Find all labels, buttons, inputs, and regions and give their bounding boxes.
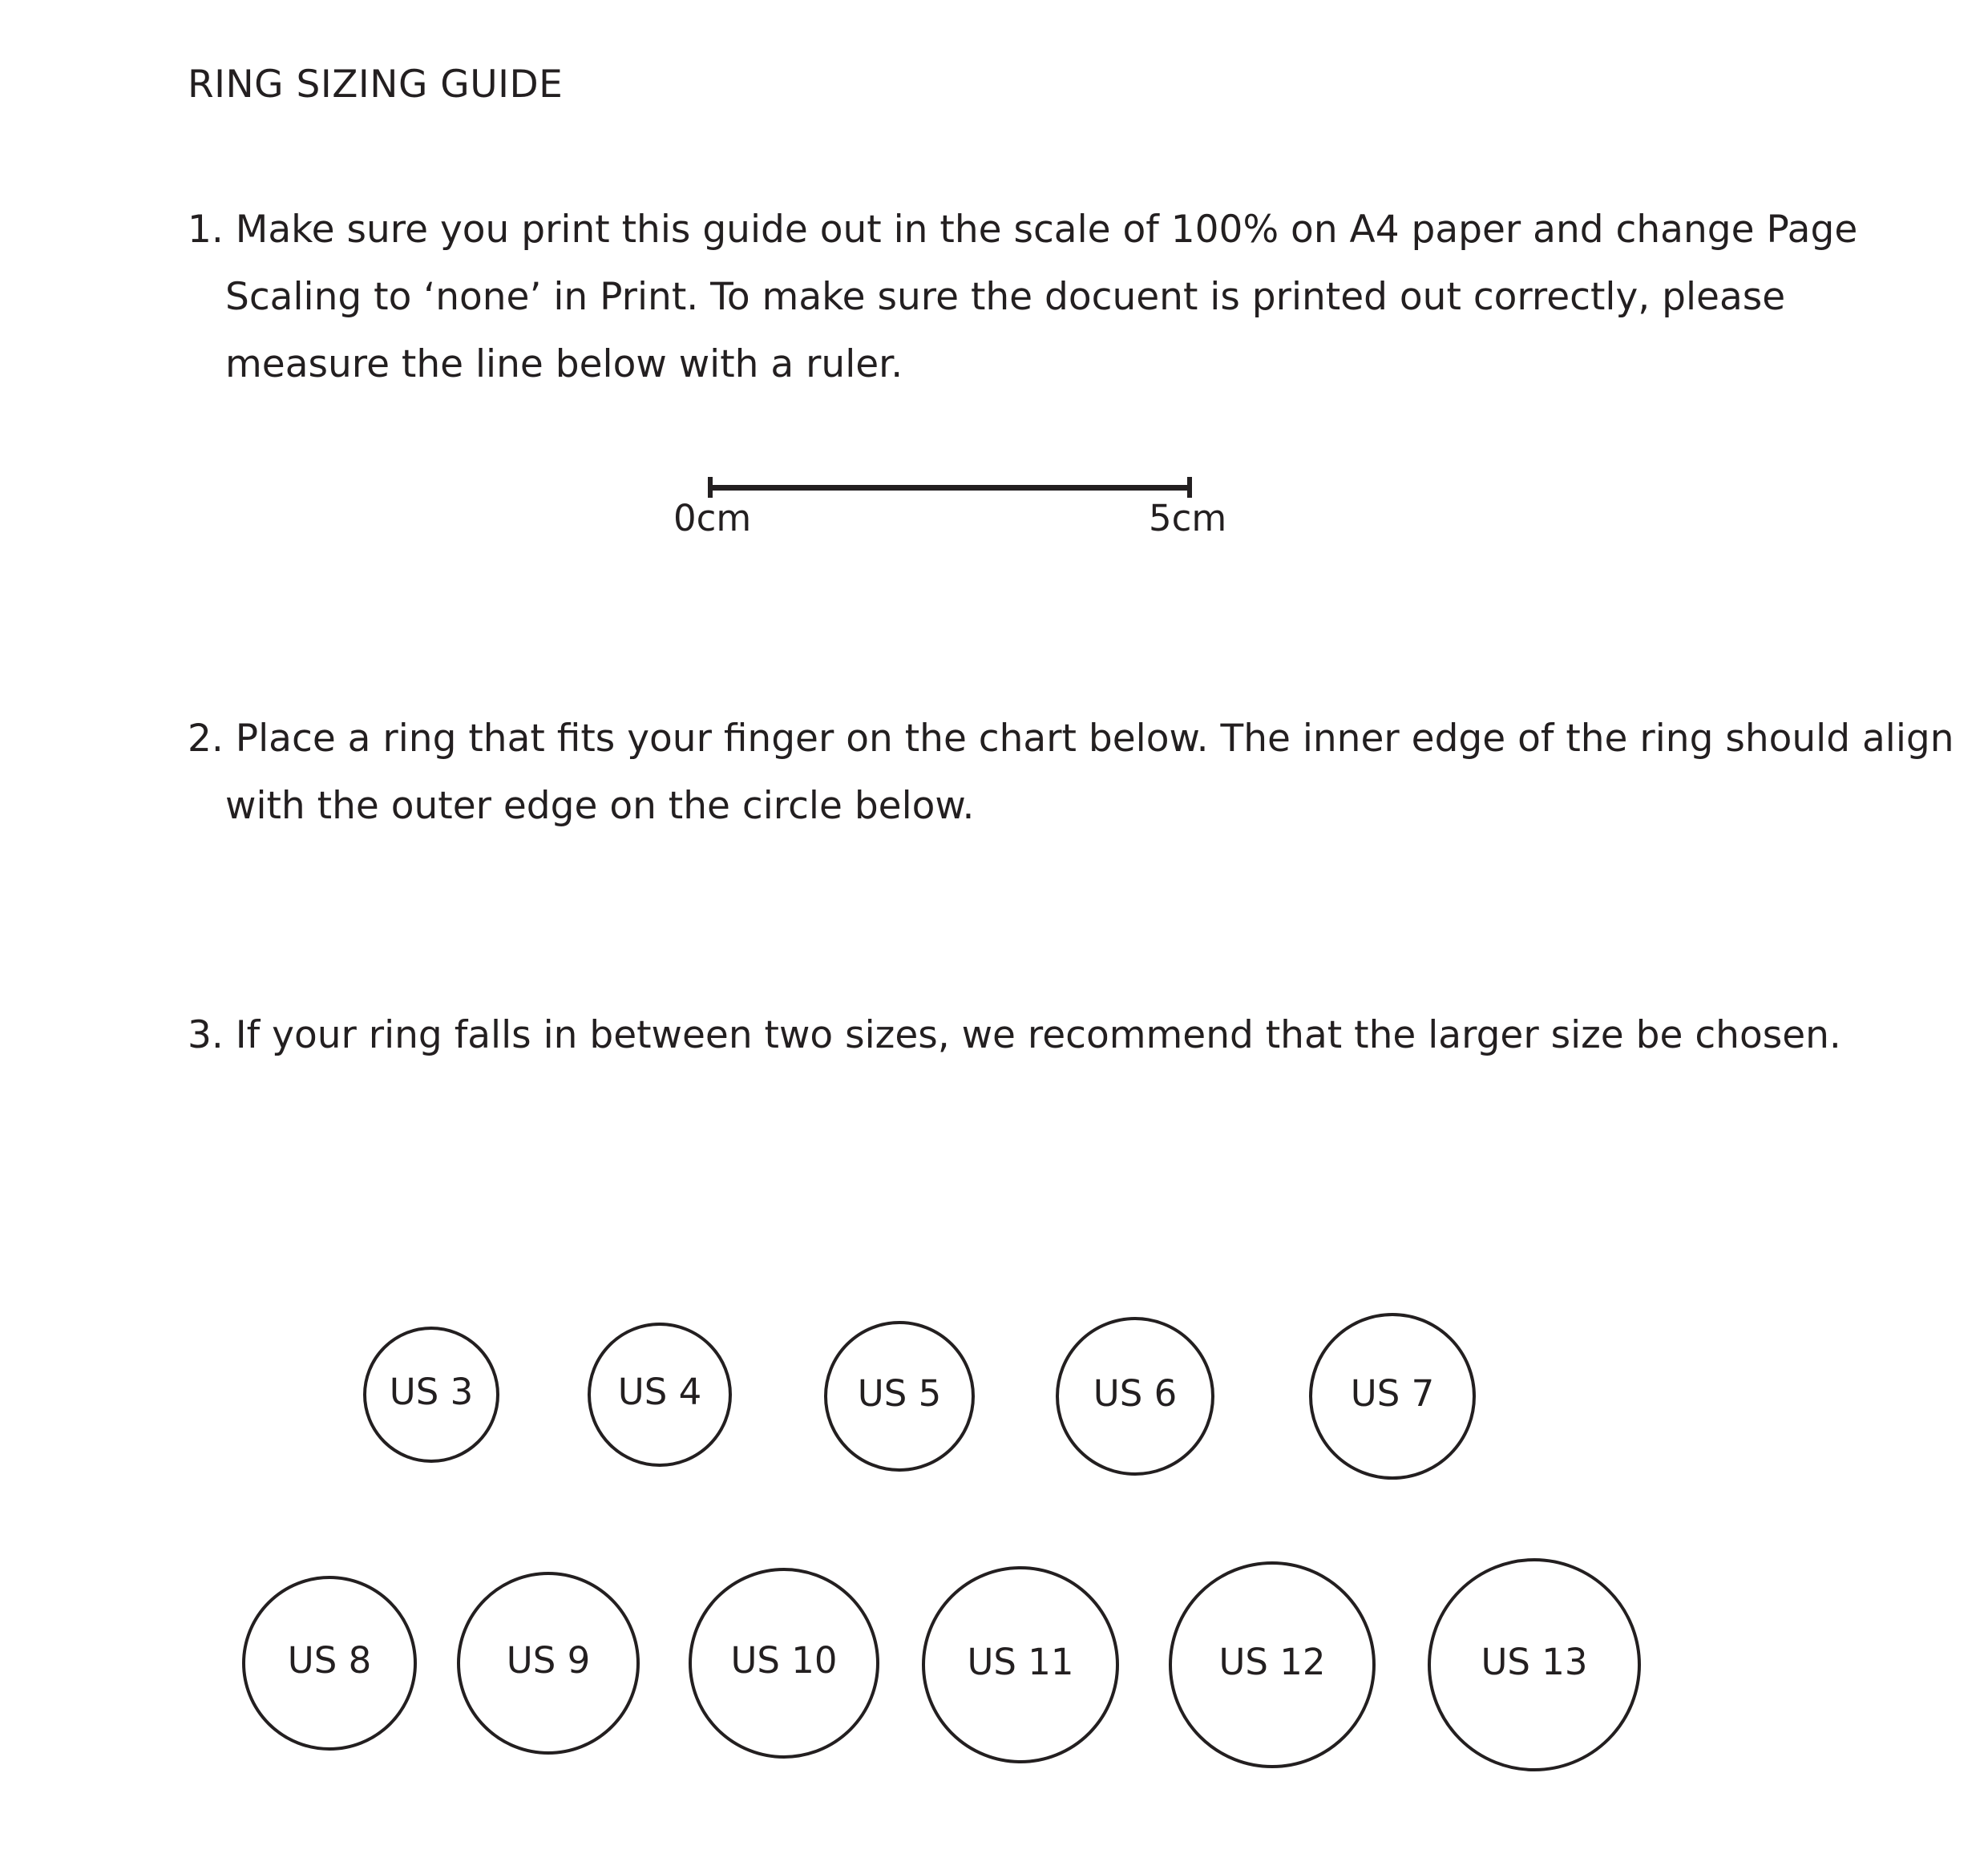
ring-6	[1057, 1319, 1213, 1474]
ring-circle	[1311, 1315, 1474, 1478]
ring-12	[1170, 1563, 1374, 1767]
ring-10	[690, 1569, 878, 1757]
ring-circle	[459, 1573, 638, 1753]
ring-4	[589, 1324, 730, 1465]
ring-label: US 13	[1481, 1641, 1588, 1683]
ruler-end-tick	[1187, 477, 1192, 498]
ring-label: US 6	[1093, 1372, 1178, 1415]
ring-13	[1429, 1560, 1639, 1770]
ring-9	[459, 1573, 638, 1753]
ring-circle	[1057, 1319, 1213, 1474]
instruction-step-1: 1. Make sure you print this guide out in the scale of 100% on A4 paper and change Page Scaling to ‘none’ in Print. To make sure the docuent is printed out correctly, please measure the line below with a ruler.	[188, 208, 1858, 386]
ring-circle	[1170, 1563, 1374, 1767]
ring-3	[365, 1328, 498, 1461]
ring-label: US 3	[389, 1371, 474, 1413]
ring-circle	[826, 1323, 973, 1470]
ring-circle	[1429, 1560, 1639, 1770]
ring-circle	[244, 1577, 415, 1749]
ring-label: US 11	[967, 1641, 1074, 1683]
ring-label: US 8	[287, 1639, 372, 1682]
ring-circle	[589, 1324, 730, 1465]
ring-7	[1311, 1315, 1474, 1478]
ring-label: US 4	[617, 1371, 702, 1413]
ring-5	[826, 1323, 973, 1470]
ring-circle	[365, 1328, 498, 1461]
ruler-end-label: 5cm	[1149, 497, 1227, 539]
ring-label: US 7	[1350, 1372, 1435, 1415]
ring-8	[244, 1577, 415, 1749]
instruction-step-3: 3. If your ring falls in between two sizes, we recommend that the larger size be chosen.	[188, 1013, 1841, 1057]
ruler-line	[709, 485, 1190, 491]
instruction-step-2: 2. Place a ring that fits your finger on the chart below. The inner edge of the ring should align with the outer edge on the circle below.	[188, 717, 1954, 828]
ring-11	[923, 1568, 1117, 1762]
ruler-start-tick	[708, 477, 713, 498]
ring-circle	[923, 1568, 1117, 1762]
ring-circle	[690, 1569, 878, 1757]
ring-label: US 5	[857, 1372, 942, 1415]
ring-label: US 9	[506, 1639, 591, 1682]
ring-label: US 12	[1218, 1641, 1326, 1683]
ruler-start-label: 0cm	[673, 497, 752, 539]
ring-label: US 10	[730, 1639, 838, 1682]
calibration-ruler	[673, 473, 1227, 545]
page-title: RING SIZING GUIDE	[188, 63, 564, 107]
